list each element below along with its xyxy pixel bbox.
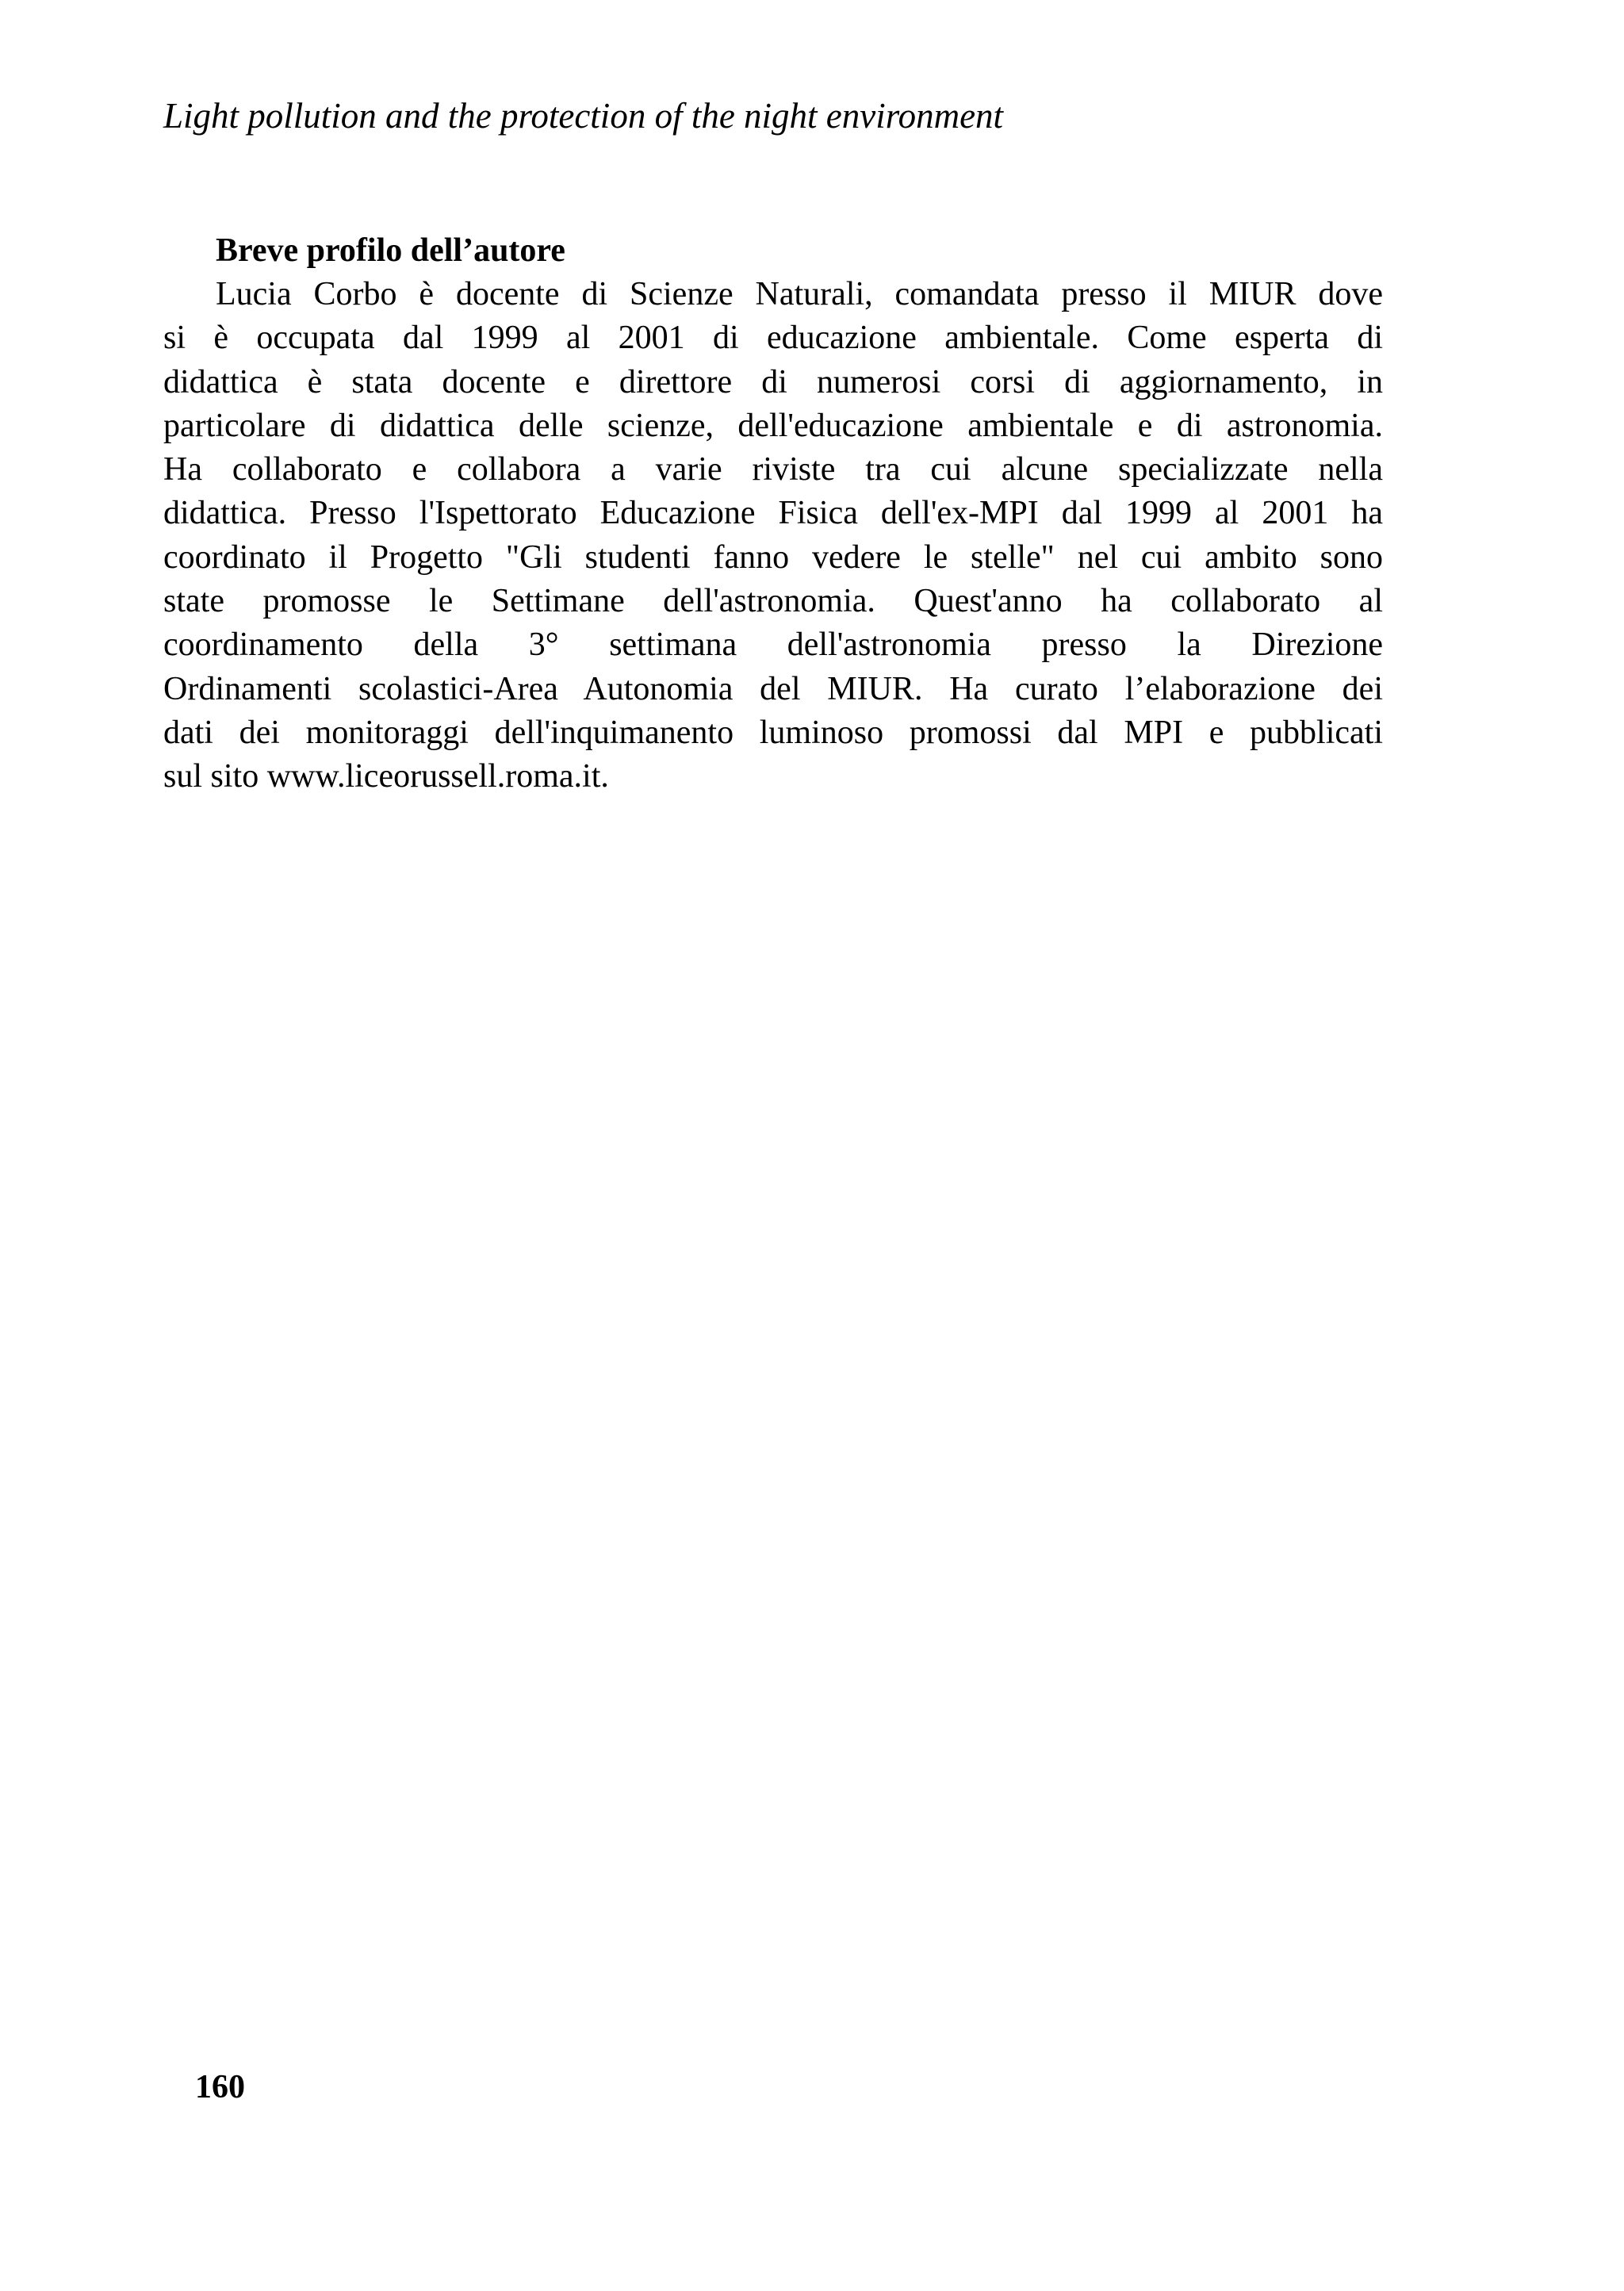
bio-line: si è occupata dal 1999 al 2001 di educazione ambientale. Come esperta di <box>163 320 1383 357</box>
bio-line: sul sito www.liceorussell.roma.it. <box>163 758 609 795</box>
bio-line: coordinato il Progetto "Gli studenti fanno vedere le stelle" nel cui ambito sono <box>163 538 1383 576</box>
bio-line: particolare di didattica delle scienze, dell'educazione ambientale e di astronomia. <box>163 407 1383 444</box>
running-header: Light pollution and the protection of the night environment <box>163 96 1004 136</box>
author-bio-paragraph <box>163 273 1383 799</box>
bio-line: didattica. Presso l'Ispettorato Educazione Fisica dell'ex-MPI dal 1999 al 2001 ha <box>163 495 1383 532</box>
section-heading: Breve profilo dell’autore <box>216 232 565 269</box>
bio-line: Lucia Corbo è docente di Scienze Naturali, comandata presso il MIUR dove <box>216 276 1383 312</box>
bio-line: Ordinamenti scolastici-Area Autonomia del MIUR. Ha curato l’elaborazione dei <box>163 670 1383 707</box>
bio-line: Ha collaborato e collabora a varie riviste tra cui alcune specializzate nella <box>163 451 1383 488</box>
bio-line: coordinamento della 3° settimana dell'astronomia presso la Direzione <box>163 626 1383 664</box>
page-number: 160 <box>195 2069 245 2105</box>
author-profile-section <box>163 228 1383 799</box>
bio-line: didattica è stata docente e direttore di numerosi corsi di aggiornamento, in <box>163 363 1383 400</box>
bio-line: state promosse le Settimane dell'astronomia. Quest'anno ha collaborato al <box>163 583 1383 620</box>
bio-line: dati dei monitoraggi dell'inquimanento luminoso promossi dal MPI e pubblicati <box>163 714 1383 751</box>
